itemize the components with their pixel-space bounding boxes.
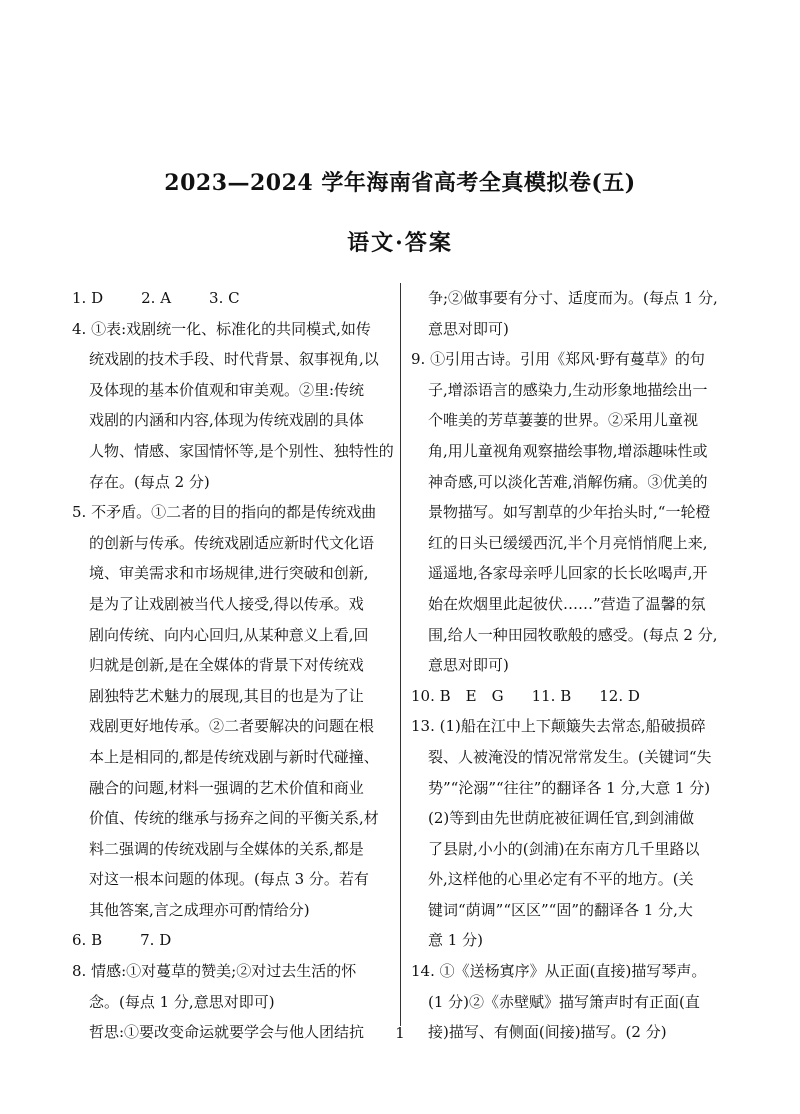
page-subtitle: 语文·答案: [347, 230, 453, 256]
text-line: 意思对即可): [428, 319, 509, 338]
text-line: (1 分)②《赤壁赋》描写箫声时有正面(直: [428, 992, 700, 1011]
text-line: 价值、传统的继承与扬弃之间的平衡关系,材: [89, 809, 379, 828]
text-line: 剧独特艺术魅力的展现,其目的也是为了让: [89, 686, 364, 705]
text-line: 遥遥地,各家母亲呼儿回家的长长吆喝声,开: [428, 564, 708, 583]
answer-item: 2. A: [141, 289, 172, 307]
text-line: 存在。(每点 2 分): [89, 472, 210, 491]
text-line: 及体现的基本价值观和审美观。②里:传统: [89, 380, 365, 399]
answer-q10-12: [411, 681, 733, 712]
text-line: 的创新与传承。传统戏剧适应新时代文化语: [89, 533, 375, 552]
text-line: 13. (1)船在江中上下颠簸失去常态,船破损碎: [411, 717, 706, 736]
text-line: 8. 情感:①对蔓草的赞美;②对过去生活的怀: [72, 962, 357, 981]
text-line: 争;②做事要有分寸、适度而为。(每点 1 分,: [428, 289, 718, 307]
text-line: 戏剧的内涵和内容,体现为传统戏剧的具体: [89, 411, 364, 430]
text-line: 角,用儿童视角观察描绘事物,增添趣味性或: [428, 441, 708, 460]
answer-q6-7: [72, 925, 392, 956]
text-line: 子,增添语言的感染力,生动形象地描绘出一: [428, 380, 708, 399]
answer-item: 6. B: [72, 931, 103, 950]
answer-item: 1. D: [72, 289, 104, 307]
text-line: 接)描写、有侧面(间接)描写。(2 分): [428, 1023, 667, 1042]
text-line: 9. ①引用古诗。引用《郑风·野有蔓草》的句: [411, 350, 705, 369]
text-line: 剧向传统、向内心回归,从某种意义上看,回: [89, 625, 369, 644]
answer-item: 10. B E G: [411, 686, 504, 705]
text-line: (2)等到由先世荫庇被征调任官,到剑浦做: [428, 809, 695, 828]
right-column: [411, 283, 733, 1048]
text-line: 神奇感,可以淡化苦难,消解伤痛。③优美的: [428, 472, 708, 491]
text-line: 4. ①表:戏剧统一化、标准化的共同模式,如传: [72, 319, 371, 338]
text-line: 统戏剧的技术手段、时代背景、叙事视角,以: [89, 350, 379, 369]
answer-item: 12. D: [599, 686, 640, 705]
text-line: 念。(每点 1 分,意思对即可): [89, 992, 275, 1011]
text-line: 了县尉,小小的(剑浦)在东南方几千里路以: [428, 839, 700, 858]
answer-q1-3: [72, 283, 392, 314]
text-line: 意 1 分): [428, 931, 483, 950]
answer-item: 7. D: [140, 931, 172, 950]
page-title: 2023—2024 学年海南省高考全真模拟卷(五): [164, 170, 636, 196]
text-line: 境、审美需求和市场规律,进行突破和创新,: [89, 564, 369, 583]
text-line: 裂、人被淹没的情况常常发生。(关键词“失: [428, 747, 712, 766]
text-line: 融合的问题,材料一强调的艺术价值和商业: [89, 778, 364, 797]
text-line: 围,给人一种田园牧歌般的感受。(每点 2 分,: [428, 625, 718, 644]
answer-q9: [411, 344, 733, 681]
text-line: 人物、情感、家国情怀等,是个别性、独特性的: [89, 441, 394, 460]
text-line: 个唯美的芳草萋萋的世界。②采用儿童视: [428, 411, 699, 430]
column-divider: [400, 283, 401, 1026]
text-line: 红的日头已缓缓西沉,半个月亮悄悄爬上来,: [428, 533, 708, 552]
text-line: 景物描写。如写割草的少年抬头时,“一轮橙: [428, 503, 711, 522]
answer-q13: [411, 711, 733, 956]
left-column: [72, 283, 392, 1048]
text-line: 料二强调的传统戏剧与全媒体的关系,都是: [89, 839, 364, 858]
text-line: 戏剧更好地传承。②二者要解决的问题在根: [89, 717, 375, 736]
text-line: 键词“荫调”“区区”“固”的翻译各 1 分,大: [428, 900, 693, 919]
text-line: 5. 不矛盾。①二者的目的指向的都是传统戏曲: [72, 503, 377, 522]
text-line: 14. ①《送杨寘序》从正面(直接)描写琴声。: [411, 962, 707, 981]
answer-q8-continued: [411, 283, 733, 344]
text-line: 归就是创新,是在全媒体的背景下对传统戏: [89, 656, 364, 675]
text-line: 本上是相同的,都是传统戏剧与新时代碰撞、: [89, 747, 379, 766]
page-number: 1: [395, 1024, 405, 1042]
text-line: 外,这样他的心里必定有不平的地方。(关: [428, 870, 694, 889]
text-line: 始在炊烟里此起彼伏……”营造了温馨的氛: [428, 594, 706, 613]
text-line: 势”“沦溺”“往往”的翻译各 1 分,大意 1 分): [428, 778, 711, 797]
text-line: 意思对即可): [428, 656, 509, 675]
answer-item: 3. C: [209, 289, 240, 307]
answer-item: 11. B: [531, 686, 572, 705]
answer-q4: [72, 314, 392, 498]
answer-q5: [72, 497, 392, 925]
text-line: 对这一根本问题的体现。(每点 3 分。若有: [89, 870, 369, 889]
text-line: 是为了让戏剧被当代人接受,得以传承。戏: [89, 594, 364, 613]
text-line: 其他答案,言之成理亦可酌情给分): [89, 900, 310, 919]
text-line: 哲思:①要改变命运就要学会与他人团结抗: [89, 1023, 365, 1042]
